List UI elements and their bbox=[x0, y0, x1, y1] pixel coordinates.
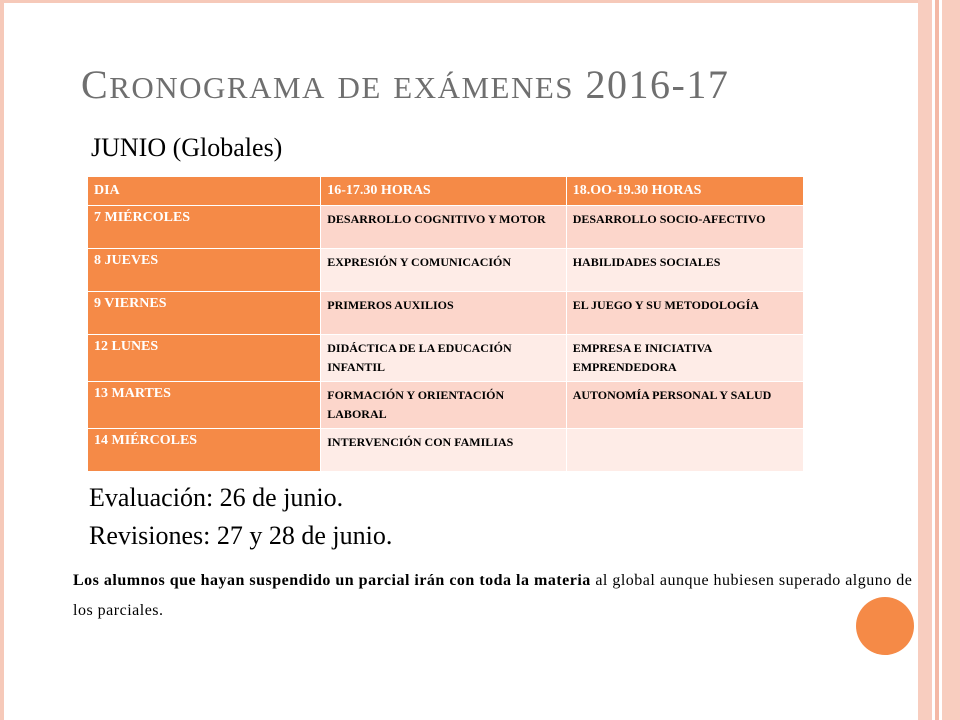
table-row bbox=[88, 335, 804, 382]
exam-cell: EL JUEGO Y SU METODOLOGÍA bbox=[566, 292, 803, 335]
day-cell: 12 LUNES bbox=[88, 335, 321, 382]
table-row bbox=[88, 249, 804, 292]
evaluation-date: Evaluación: 26 de junio. bbox=[89, 483, 344, 512]
revision-dates: Revisiones: 27 y 28 de junio. bbox=[89, 521, 393, 550]
decorative-strip bbox=[918, 0, 932, 720]
exam-cell: INTERVENCIÓN CON FAMILIAS bbox=[321, 429, 566, 472]
exam-cell: DESARROLLO SOCIO-AFECTIVO bbox=[566, 206, 803, 249]
exam-cell: EMPRESA E INICIATIVA EMPRENDEDORA bbox=[566, 335, 803, 382]
exam-cell: AUTONOMÍA PERSONAL Y SALUD bbox=[566, 382, 803, 429]
day-cell: 7 MIÉRCOLES bbox=[88, 206, 321, 249]
header-slot-2: 18.OO-19.30 HORAS bbox=[566, 177, 803, 206]
decorative-strip bbox=[942, 0, 960, 720]
day-cell: 9 VIERNES bbox=[88, 292, 321, 335]
day-cell: 13 MARTES bbox=[88, 382, 321, 429]
decorative-circle bbox=[856, 597, 914, 655]
exam-cell: EXPRESIÓN Y COMUNICACIÓN bbox=[321, 249, 566, 292]
title-text bbox=[81, 58, 761, 108]
page-subtitle: JUNIO (Globales) bbox=[91, 133, 283, 162]
exam-cell bbox=[566, 429, 803, 472]
table-row bbox=[88, 206, 804, 249]
exam-cell: DIDÁCTICA DE LA EDUCACIÓN INFANTIL bbox=[321, 335, 566, 382]
footnote-rest: al global aunque hubiesen superado alguno de los parciales. bbox=[73, 572, 913, 619]
exam-cell: DESARROLLO COGNITIVO Y MOTOR bbox=[321, 206, 566, 249]
header-day: DIA bbox=[88, 177, 321, 206]
exam-cell: FORMACIÓN Y ORIENTACIÓN LABORAL bbox=[321, 382, 566, 429]
exam-cell: HABILIDADES SOCIALES bbox=[566, 249, 803, 292]
footnote bbox=[73, 566, 913, 626]
day-cell: 8 JUEVES bbox=[88, 249, 321, 292]
exam-schedule-table bbox=[87, 176, 804, 472]
exam-cell: PRIMEROS AUXILIOS bbox=[321, 292, 566, 335]
page-title bbox=[81, 58, 761, 118]
table-row bbox=[88, 292, 804, 335]
table-row bbox=[88, 382, 804, 429]
table-header-row bbox=[88, 177, 804, 206]
header-slot-1: 16-17.30 HORAS bbox=[321, 177, 566, 206]
day-cell: 14 MIÉRCOLES bbox=[88, 429, 321, 472]
footnote-bold: Los alumnos que hayan suspendido un parcial irán con toda la materia bbox=[73, 572, 591, 589]
svg-text:CRONOGRAMA DE EXÁMENES 2016-17: CRONOGRAMA DE EXÁMENES 2016-17 bbox=[81, 62, 730, 107]
table-row bbox=[88, 429, 804, 472]
